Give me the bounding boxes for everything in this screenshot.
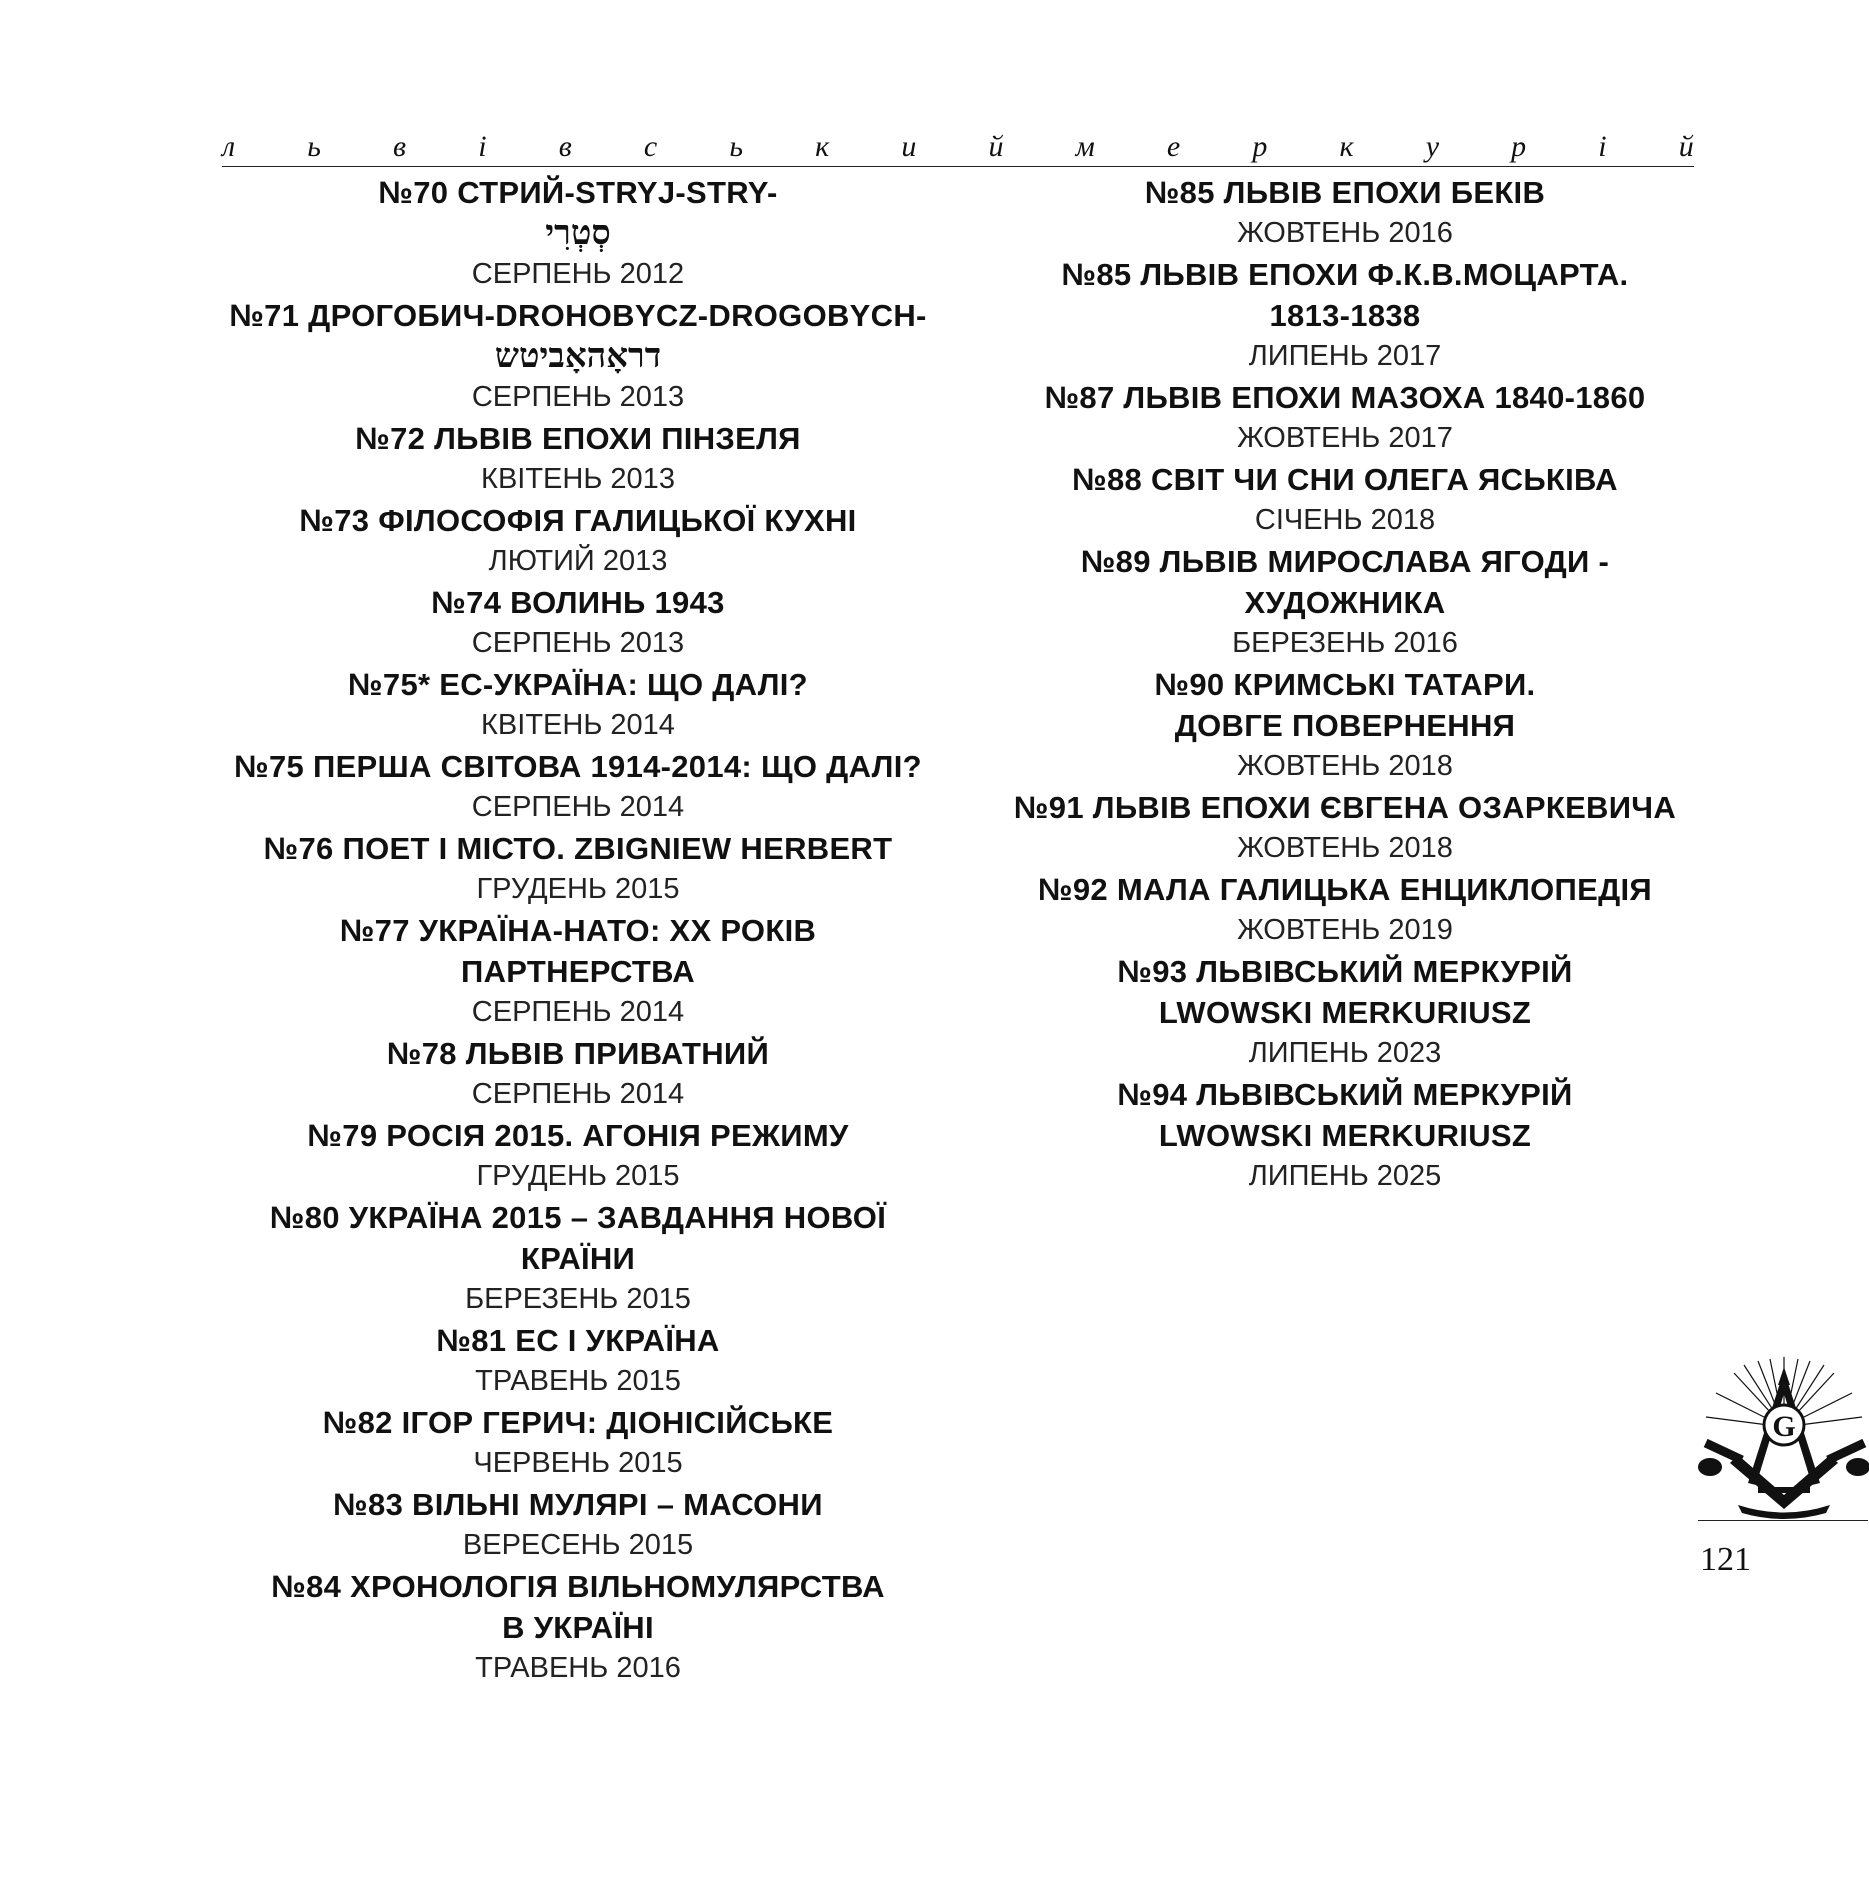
issue-entry bbox=[431, 582, 724, 664]
header-letter: и bbox=[901, 130, 917, 163]
issue-date: БЕРЕЗЕНЬ 2016 bbox=[1232, 627, 1458, 659]
header-letter: ь bbox=[307, 130, 321, 163]
issue-title: №82 ІГОР ГЕРИЧ: ДІОНІСІЙСЬКЕ bbox=[322, 1405, 834, 1440]
header-letter: в bbox=[393, 130, 407, 163]
issue-entry bbox=[387, 1033, 769, 1115]
emblem-square bbox=[1730, 1455, 1838, 1509]
issue-title: №75* ЕС-УКРАЇНА: ЩО ДАЛІ? bbox=[348, 667, 808, 702]
issue-title: ХУДОЖНИКА bbox=[1244, 585, 1446, 620]
issue-entry bbox=[348, 664, 808, 746]
issue-entry bbox=[1038, 869, 1652, 951]
header-letter: к bbox=[815, 130, 830, 163]
issue-title: №88 СВІТ ЧИ СНИ ОЛЕГА ЯСЬКІВА bbox=[1072, 462, 1618, 497]
issue-title: №79 РОСІЯ 2015. АГОНІЯ РЕЖИМУ bbox=[307, 1118, 849, 1153]
issue-entry bbox=[1145, 172, 1545, 254]
issue-entry bbox=[1045, 377, 1646, 459]
issue-title: №92 МАЛА ГАЛИЦЬКА ЕНЦИКЛОПЕДІЯ bbox=[1038, 872, 1652, 907]
header-letter: м bbox=[1075, 130, 1095, 163]
header-letter: й bbox=[1678, 130, 1694, 163]
issue-entry bbox=[323, 1402, 834, 1484]
issue-date: ЛИПЕНЬ 2023 bbox=[1248, 1037, 1442, 1069]
issue-title: №74 ВОЛИНЬ 1943 bbox=[431, 585, 725, 620]
issue-date: ЖОВТЕНЬ 2018 bbox=[1237, 832, 1453, 864]
header-letter: р bbox=[1252, 130, 1268, 163]
issue-title: №73 ФІЛОСОФІЯ ГАЛИЦЬКОЇ КУХНІ bbox=[299, 503, 857, 538]
issue-title: №71 ДРОГОБИЧ-DROHOBYCZ-DROGOBYCH- bbox=[229, 298, 927, 333]
issue-entry bbox=[1081, 541, 1609, 664]
issue-title-hebrew: דראָהאָביטש bbox=[494, 336, 662, 376]
issue-date: ЖОВТЕНЬ 2019 bbox=[1237, 914, 1453, 946]
issue-title: №90 КРИМСЬКІ ТАТАРИ. bbox=[1154, 667, 1536, 702]
header-letter: і bbox=[1598, 130, 1607, 163]
header-letter: к bbox=[1339, 130, 1354, 163]
issue-title: LWOWSKI MERKURIUSZ bbox=[1158, 1118, 1532, 1153]
header-letter: в bbox=[558, 130, 572, 163]
masonic-emblem-icon bbox=[1698, 1355, 1869, 1520]
issue-title: 1813-1838 bbox=[1269, 298, 1421, 333]
issue-title: №87 ЛЬВІВ ЕПОХИ МАЗОХА 1840-1860 bbox=[1044, 380, 1646, 415]
right-column bbox=[1000, 172, 1690, 1197]
issue-date: СІЧЕНЬ 2018 bbox=[1254, 504, 1436, 536]
issue-date: БЕРЕЗЕНЬ 2015 bbox=[465, 1283, 691, 1315]
issue-entry bbox=[1117, 1074, 1572, 1197]
issue-title: №84 ХРОНОЛОГІЯ ВІЛЬНОМУЛЯРСТВА bbox=[271, 1569, 885, 1604]
issue-entry bbox=[234, 746, 922, 828]
issue-date: ЖОВТЕНЬ 2018 bbox=[1237, 750, 1453, 782]
issue-title: В УКРАЇНІ bbox=[502, 1610, 654, 1645]
issue-date: ТРАВЕНЬ 2015 bbox=[475, 1365, 681, 1397]
issue-entry bbox=[264, 828, 893, 910]
issue-title: №76 ПОЕТ І МІСТО. ZBIGNIEW HERBERT bbox=[263, 831, 893, 866]
issue-title: КРАЇНИ bbox=[520, 1241, 636, 1276]
header-letter: у bbox=[1425, 130, 1440, 163]
issue-entry bbox=[1014, 787, 1676, 869]
header-letter: с bbox=[643, 130, 658, 163]
issue-date: СЕРПЕНЬ 2012 bbox=[471, 258, 685, 290]
issue-title: №70 СТРИЙ-STRYJ-STRY- bbox=[378, 175, 778, 210]
issue-entry bbox=[333, 1484, 823, 1566]
issue-entry bbox=[436, 1320, 719, 1402]
issue-title: №81 ЕС І УКРАЇНА bbox=[436, 1323, 720, 1358]
header-letter: р bbox=[1511, 130, 1527, 163]
emblem-letter: G bbox=[1772, 1410, 1796, 1443]
issue-date: ЖОВТЕНЬ 2016 bbox=[1237, 217, 1453, 249]
issue-entry bbox=[378, 172, 777, 295]
issue-entry bbox=[355, 418, 800, 500]
issue-title: №80 УКРАЇНА 2015 – ЗАВДАННЯ НОВОЇ bbox=[269, 1200, 887, 1235]
issue-title: №72 ЛЬВІВ ЕПОХИ ПІНЗЕЛЯ bbox=[355, 421, 801, 456]
issue-entry bbox=[299, 500, 856, 582]
issue-date: СЕРПЕНЬ 2014 bbox=[471, 1078, 685, 1110]
emblem-rule bbox=[1698, 1520, 1868, 1521]
issue-title: ДОВГЕ ПОВЕРНЕННЯ bbox=[1174, 708, 1516, 743]
issue-date: ЖОВТЕНЬ 2017 bbox=[1237, 422, 1453, 454]
issue-date: КВІТЕНЬ 2014 bbox=[481, 709, 675, 741]
header-letter: е bbox=[1166, 130, 1181, 163]
issue-date: ТРАВЕНЬ 2016 bbox=[475, 1652, 681, 1684]
issue-date: ЛИПЕНЬ 2017 bbox=[1248, 340, 1442, 372]
issue-entry bbox=[340, 910, 816, 1033]
running-header bbox=[222, 130, 1694, 164]
issue-entry bbox=[1155, 664, 1536, 787]
header-letter: ь bbox=[729, 130, 743, 163]
issue-title: №89 ЛЬВІВ МИРОСЛАВА ЯГОДИ - bbox=[1080, 544, 1610, 579]
header-letter: л bbox=[222, 130, 236, 163]
issue-title: №83 ВІЛЬНІ МУЛЯРІ – МАСОНИ bbox=[333, 1487, 823, 1522]
issue-title: №93 ЛЬВІВСЬКИЙ МЕРКУРІЙ bbox=[1117, 954, 1573, 989]
issue-title: №78 ЛЬВІВ ПРИВАТНИЙ bbox=[386, 1036, 770, 1071]
issue-title: №85 ЛЬВІВ ЕПОХИ БЕКІВ bbox=[1144, 175, 1546, 210]
issue-date: СЕРПЕНЬ 2014 bbox=[471, 996, 685, 1028]
issue-entry bbox=[229, 295, 926, 418]
issue-date: ЛИПЕНЬ 2025 bbox=[1248, 1160, 1442, 1192]
header-rule bbox=[222, 166, 1694, 167]
issue-title: №77 УКРАЇНА-НАТО: ХХ РОКІВ bbox=[339, 913, 817, 948]
issue-entry bbox=[270, 1197, 886, 1320]
issue-date: ГРУДЕНЬ 2015 bbox=[476, 1160, 680, 1192]
issue-title-hebrew: סְטְרִי bbox=[545, 213, 611, 253]
issue-title: LWOWSKI MERKURIUSZ bbox=[1158, 995, 1532, 1030]
issue-date: ЧЕРВЕНЬ 2015 bbox=[473, 1447, 683, 1479]
issue-date: СЕРПЕНЬ 2014 bbox=[471, 791, 685, 823]
issue-date: СЕРПЕНЬ 2013 bbox=[471, 627, 685, 659]
issue-entry bbox=[1062, 254, 1629, 377]
issue-entry bbox=[1072, 459, 1618, 541]
issue-title: №75 ПЕРША СВІТОВА 1914-2014: ЩО ДАЛІ? bbox=[234, 749, 922, 784]
left-column bbox=[222, 172, 934, 1689]
issue-date: СЕРПЕНЬ 2013 bbox=[471, 381, 685, 413]
header-letter: і bbox=[478, 130, 487, 163]
issue-title: ПАРТНЕРСТВА bbox=[461, 954, 695, 989]
issue-title: №91 ЛЬВІВ ЕПОХИ ЄВГЕНА ОЗАРКЕВИЧА bbox=[1013, 790, 1677, 825]
issue-date: ЛЮТИЙ 2013 bbox=[488, 545, 668, 577]
issue-entry bbox=[1117, 951, 1572, 1074]
issue-date: ГРУДЕНЬ 2015 bbox=[476, 873, 680, 905]
header-letter: й bbox=[988, 130, 1004, 163]
page-number: 121 bbox=[1700, 1541, 1751, 1578]
issue-title: №94 ЛЬВІВСЬКИЙ МЕРКУРІЙ bbox=[1117, 1077, 1573, 1112]
issue-title: №85 ЛЬВІВ ЕПОХИ Ф.К.В.МОЦАРТА. bbox=[1061, 257, 1629, 292]
issue-entry bbox=[307, 1115, 848, 1197]
issue-entry bbox=[271, 1566, 885, 1689]
issue-date: КВІТЕНЬ 2013 bbox=[481, 463, 675, 495]
issue-date: ВЕРЕСЕНЬ 2015 bbox=[462, 1529, 694, 1561]
